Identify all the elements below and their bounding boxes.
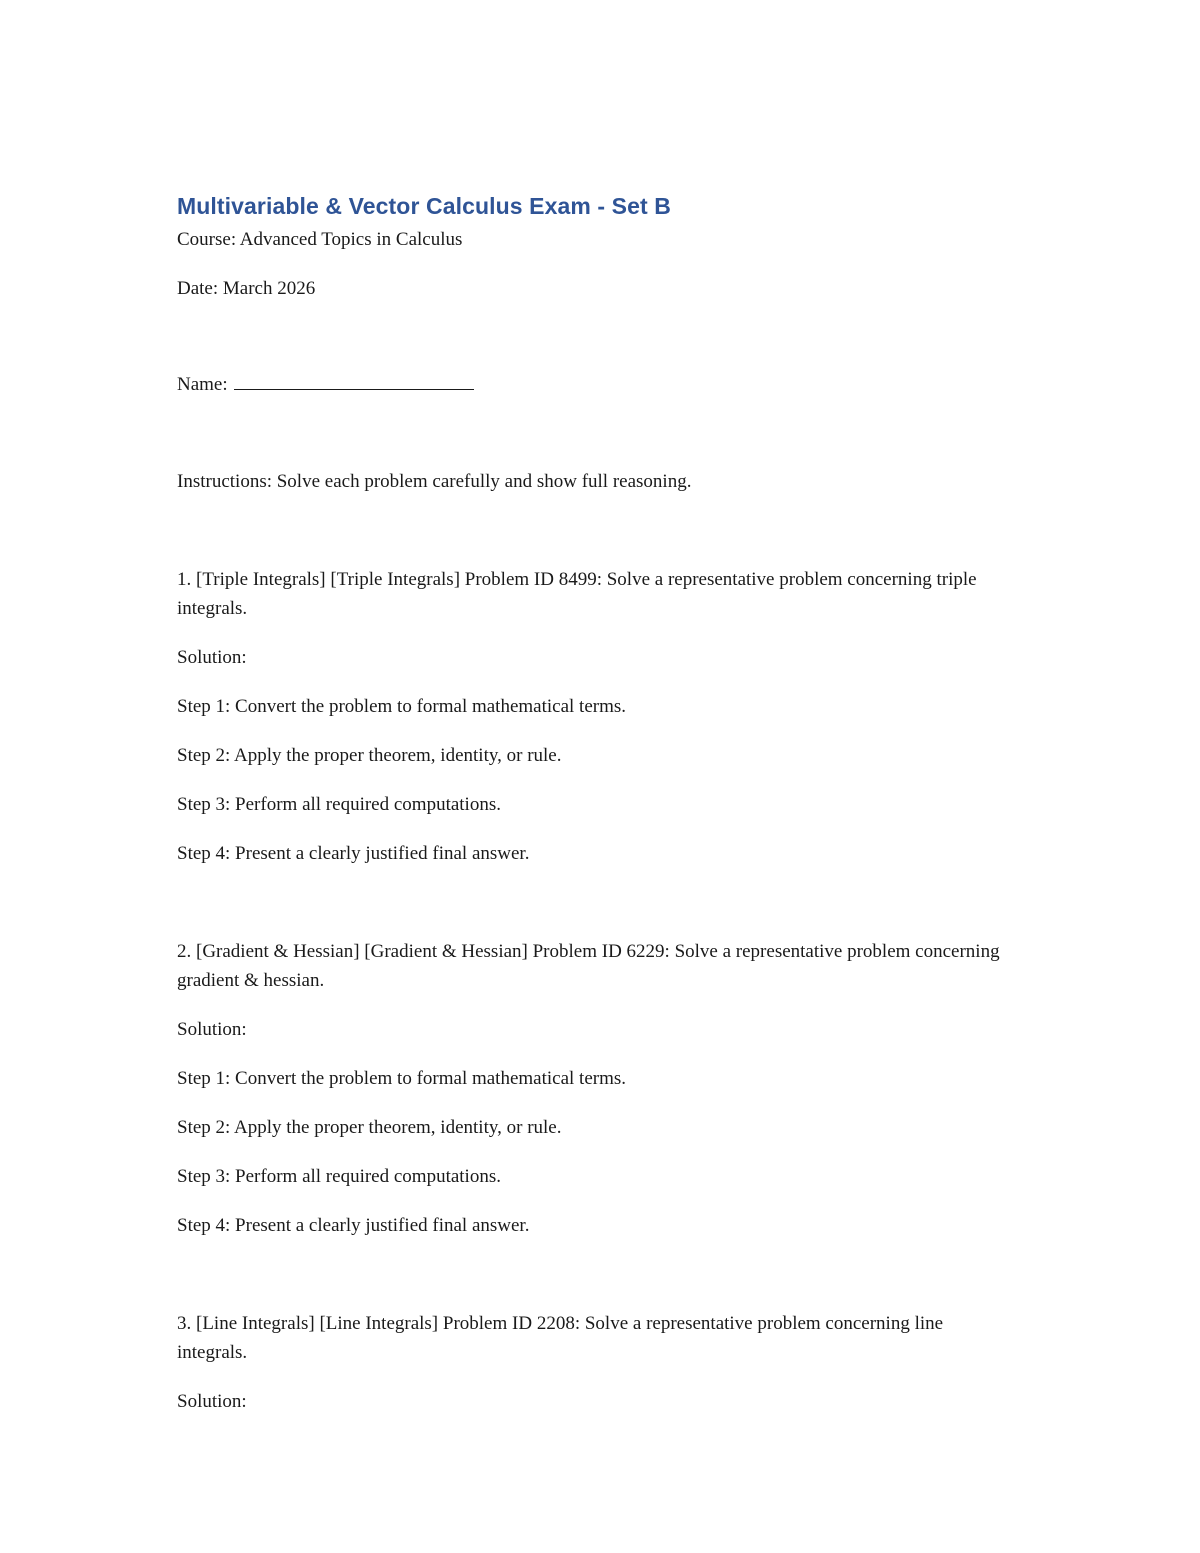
name-label: Name:	[177, 374, 228, 395]
document-body	[177, 190, 1007, 1416]
date-line: Date: March 2026	[177, 278, 316, 299]
solution-label: Solution:	[177, 647, 247, 668]
solution-step: Step 4: Present a clearly justified final answer.	[177, 843, 530, 864]
solution-step: Step 1: Convert the problem to formal mathematical terms.	[177, 696, 627, 717]
solution-label: Solution:	[177, 1019, 247, 1040]
solution-step: Step 1: Convert the problem to formal mathematical terms.	[177, 1068, 627, 1089]
solution-step: Step 4: Present a clearly justified final answer.	[177, 1215, 530, 1236]
document-title: Multivariable & Vector Calculus Exam - Set B	[177, 193, 671, 219]
problem-statement: 2. [Gradient & Hessian] [Gradient & Hessian] Problem ID 6229: Solve a representative problem concerning gradient & hessian.	[177, 941, 1000, 991]
instructions: Instructions: Solve each problem carefully and show full reasoning.	[177, 471, 692, 492]
problem-3	[177, 1309, 1007, 1416]
name-field-row	[177, 371, 1007, 399]
problem-statement: 1. [Triple Integrals] [Triple Integrals] Problem ID 8499: Solve a representative problem concerning triple integrals.	[177, 569, 977, 619]
solution-step: Step 3: Perform all required computations.	[177, 794, 501, 815]
solution-step: Step 2: Apply the proper theorem, identity, or rule.	[177, 745, 562, 766]
problem-statement: 3. [Line Integrals] [Line Integrals] Problem ID 2208: Solve a representative problem concerning line integrals.	[177, 1313, 944, 1363]
solution-step: Step 3: Perform all required computations.	[177, 1166, 501, 1187]
problem-1	[177, 565, 1007, 868]
solution-step: Step 2: Apply the proper theorem, identity, or rule.	[177, 1117, 562, 1138]
problem-2	[177, 937, 1007, 1240]
course-line: Course: Advanced Topics in Calculus	[177, 229, 463, 250]
name-blank-line	[234, 371, 474, 390]
solution-label: Solution:	[177, 1391, 247, 1412]
